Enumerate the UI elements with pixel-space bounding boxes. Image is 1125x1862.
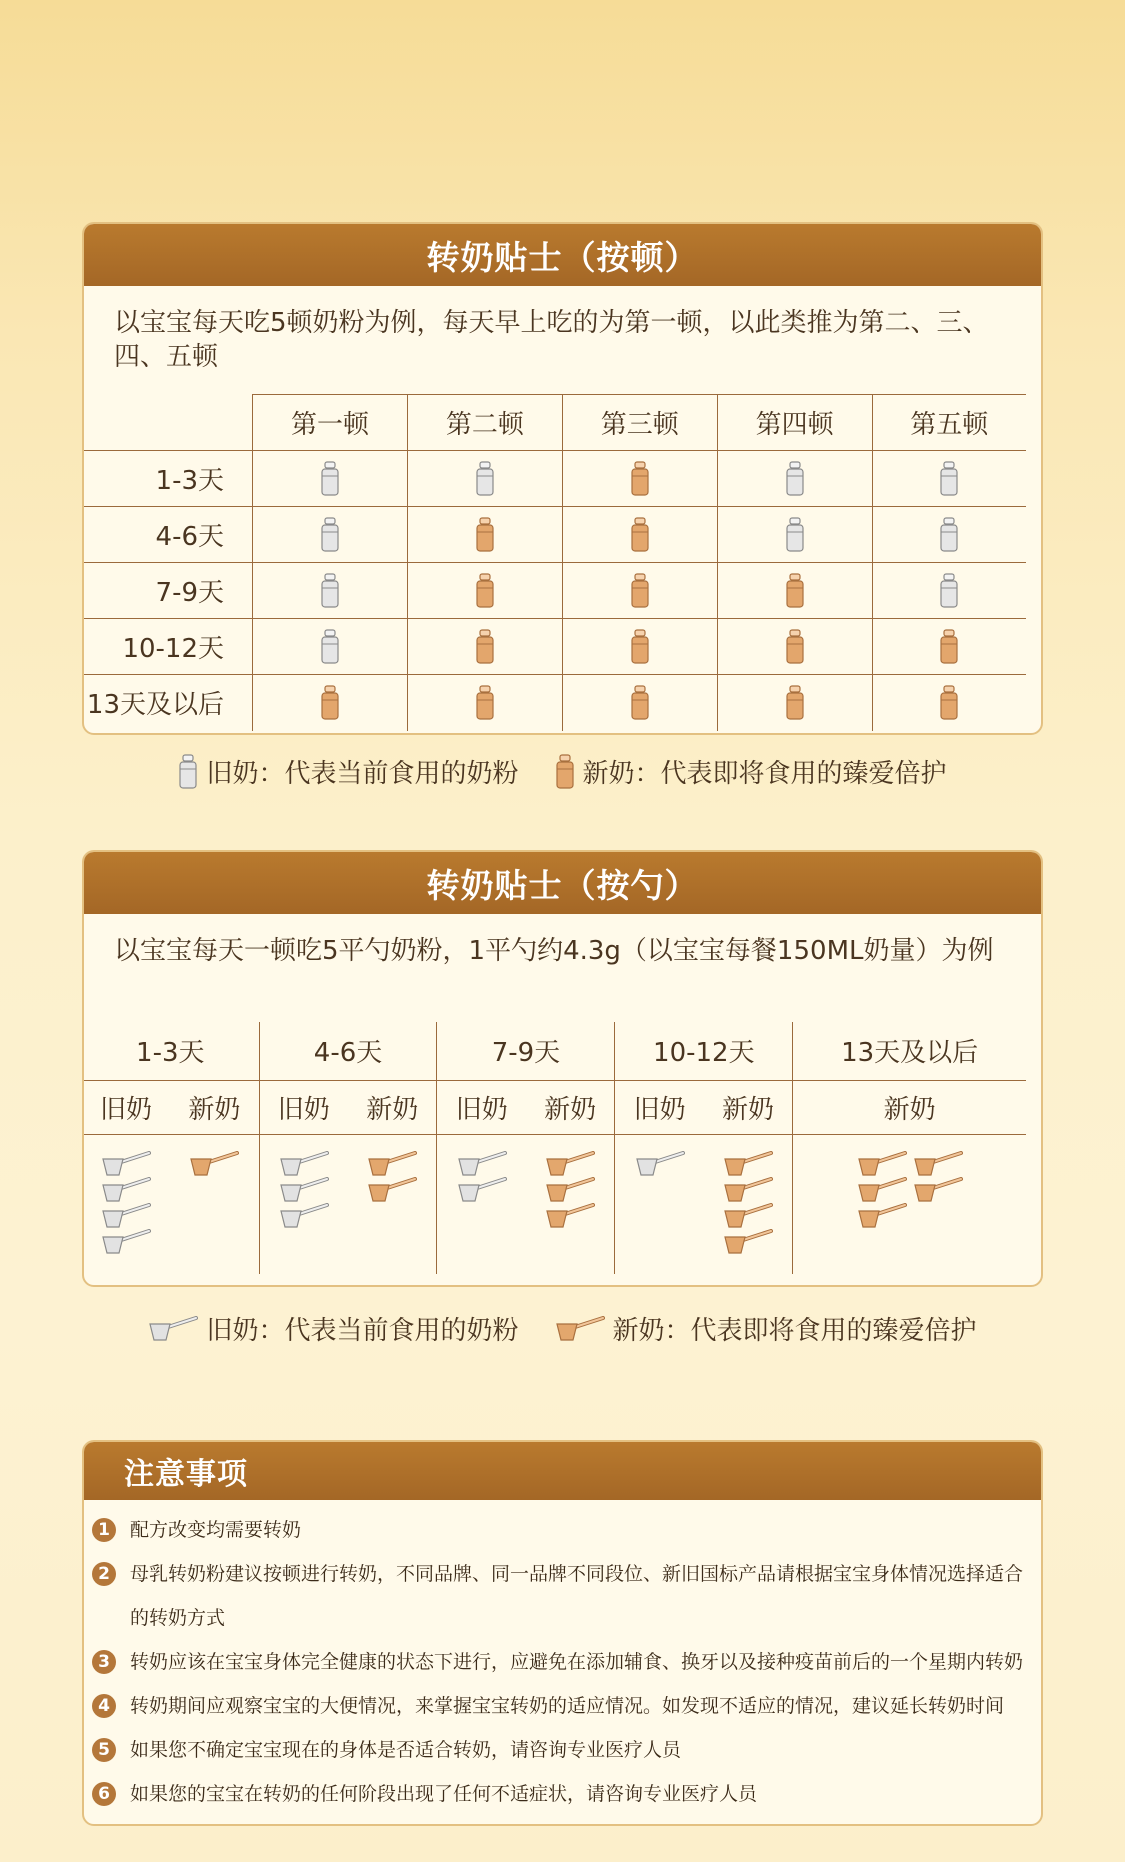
old-bottle-icon [320, 461, 340, 497]
new-bottle-icon [785, 629, 805, 665]
note-text: 转奶期间应观察宝宝的大便情况，来掌握宝宝转奶的适应情况。如发现不适应的情况，建议延长转奶时间 [130, 1695, 1005, 1717]
old-scoop-icon [101, 1177, 151, 1203]
new-bottle-icon [630, 685, 650, 721]
bottle-cell [253, 451, 408, 507]
new-milk-label: 新奶 [526, 1080, 615, 1134]
old-scoop-icon [457, 1151, 507, 1177]
new-scoop-icon [723, 1177, 773, 1203]
row-label: 7-9天 [82, 563, 253, 619]
column-header: 第二顿 [407, 395, 562, 451]
notes-card [82, 1440, 1043, 1826]
note-number: 2 [92, 1562, 116, 1586]
bottle-cell [717, 451, 872, 507]
row-label: 4-6天 [82, 507, 253, 563]
note-text: 转奶应该在宝宝身体完全健康的状态下进行，应避免在添加辅食、换牙以及接种疫苗前后的一个星期内转奶 [130, 1651, 1024, 1673]
legend-old-text: 旧奶：代表当前食用的奶粉 [206, 1316, 519, 1346]
old-bottle-icon [320, 517, 340, 553]
legend-old [178, 753, 518, 790]
old-bottle-icon [320, 573, 340, 609]
old-bottle-icon [939, 517, 959, 553]
new-scoop-icon [545, 1177, 595, 1203]
bottle-cell [407, 675, 562, 731]
old-bottle-icon [939, 573, 959, 609]
note-text: 如果您不确定宝宝现在的身体是否适合转奶，请咨询专业医疗人员 [130, 1739, 682, 1761]
note-text: 如果您的宝宝在转奶的任何阶段出现了任何不适症状，请咨询专业医疗人员 [130, 1783, 758, 1805]
new-bottle-icon [475, 573, 495, 609]
new-bottle-icon [475, 629, 495, 665]
new-scoops-cell [170, 1134, 259, 1274]
new-scoop-icon [545, 1203, 595, 1229]
new-scoop-icon [913, 1177, 963, 1203]
new-bottle-icon [475, 517, 495, 553]
new-milk-label: 新奶 [704, 1080, 793, 1134]
old-bottle-icon [785, 517, 805, 553]
old-scoop-icon [148, 1316, 198, 1342]
bottle-legend [0, 753, 1125, 790]
new-scoop-icon [545, 1151, 595, 1177]
feeding-schedule-table [82, 394, 1026, 731]
bottle-cell [717, 619, 872, 675]
new-bottle-icon [630, 629, 650, 665]
new-bottle-icon [320, 685, 340, 721]
note-item [92, 1552, 1023, 1640]
note-number: 5 [92, 1738, 116, 1762]
bottle-cell [872, 451, 1026, 507]
note-number: 1 [92, 1518, 116, 1542]
new-scoop-icon [913, 1151, 963, 1177]
old-scoops-cell [82, 1134, 170, 1274]
card-title: 转奶贴士（按勺） [84, 852, 1041, 914]
legend-new [555, 753, 947, 790]
new-bottle-icon [630, 517, 650, 553]
note-number: 3 [92, 1650, 116, 1674]
stage-header: 7-9天 [437, 1022, 615, 1080]
column-header: 第一顿 [253, 395, 408, 451]
new-bottle-icon [785, 573, 805, 609]
bottle-cell [562, 619, 717, 675]
bottle-cell [717, 563, 872, 619]
old-scoop-icon [279, 1151, 329, 1177]
new-scoops-cell [526, 1134, 615, 1274]
column-header: 第三顿 [562, 395, 717, 451]
old-scoops-cell [615, 1134, 704, 1274]
old-bottle-icon [785, 461, 805, 497]
column-header: 第四顿 [717, 395, 872, 451]
bottle-cell [717, 507, 872, 563]
note-item [92, 1684, 1023, 1728]
new-bottle-icon [630, 461, 650, 497]
old-scoop-icon [101, 1203, 151, 1229]
bottle-cell [407, 619, 562, 675]
note-item [92, 1772, 1023, 1816]
legend-new-text: 新奶：代表即将食用的臻爱倍护 [582, 759, 947, 789]
corner-cell [82, 395, 253, 451]
old-milk-label: 旧奶 [259, 1080, 348, 1134]
old-bottle-icon [475, 461, 495, 497]
bottle-cell [407, 451, 562, 507]
note-text: 配方改变均需要转奶 [130, 1519, 302, 1541]
old-scoop-icon [457, 1177, 507, 1203]
bottle-cell [562, 675, 717, 731]
old-scoop-icon [279, 1177, 329, 1203]
new-scoop-icon [723, 1203, 773, 1229]
bottle-cell [562, 451, 717, 507]
bottle-cell [253, 675, 408, 731]
old-bottle-icon [939, 461, 959, 497]
table-row [82, 507, 1026, 563]
card-title: 转奶贴士（按顿） [84, 224, 1041, 286]
old-milk-label: 旧奶 [615, 1080, 704, 1134]
new-milk-label: 新奶 [170, 1080, 259, 1134]
old-bottle-icon [178, 754, 198, 790]
bottle-cell [562, 507, 717, 563]
new-milk-label: 新奶 [793, 1080, 1026, 1134]
new-scoops-cell [793, 1134, 1026, 1274]
new-scoop-icon [857, 1151, 907, 1177]
old-milk-label: 旧奶 [437, 1080, 526, 1134]
new-bottle-icon [630, 573, 650, 609]
old-scoop-icon [101, 1151, 151, 1177]
bottle-cell [407, 563, 562, 619]
legend-old [148, 1310, 518, 1347]
new-scoop-icon [189, 1151, 239, 1177]
old-scoop-icon [279, 1203, 329, 1229]
note-text: 母乳转奶粉建议按顿进行转奶，不同品牌、同一品牌不同段位、新旧国标产品请根据宝宝身体情况选择适合的转奶方式 [130, 1563, 1024, 1629]
feeding-transition-card [82, 222, 1043, 735]
new-scoops-cell [348, 1134, 437, 1274]
bottle-cell [872, 507, 1026, 563]
table-row [82, 451, 1026, 507]
scoop-legend [0, 1310, 1125, 1347]
notes-list [84, 1500, 1041, 1816]
old-milk-label: 旧奶 [82, 1080, 170, 1134]
bottle-cell [872, 619, 1026, 675]
new-bottle-icon [939, 629, 959, 665]
new-milk-label: 新奶 [348, 1080, 437, 1134]
column-header: 第五顿 [872, 395, 1026, 451]
new-scoop-icon [367, 1177, 417, 1203]
note-item [92, 1640, 1023, 1684]
bottle-cell [872, 563, 1026, 619]
stage-header: 10-12天 [615, 1022, 793, 1080]
card-title: 注意事项 [84, 1442, 1041, 1500]
legend-old-text: 旧奶：代表当前食用的奶粉 [206, 759, 519, 789]
new-scoops-cell [704, 1134, 793, 1274]
stage-header: 1-3天 [82, 1022, 259, 1080]
old-scoop-icon [101, 1229, 151, 1255]
new-bottle-icon [785, 685, 805, 721]
old-scoop-icon [635, 1151, 685, 1177]
bottle-cell [562, 563, 717, 619]
bottle-cell [253, 507, 408, 563]
card-intro: 以宝宝每天一顿吃5平勺奶粉，1平勺约4.3g（以宝宝每餐150ML奶量）为例 [114, 936, 994, 966]
scoop-transition-card [82, 850, 1043, 1287]
legend-new [555, 1310, 977, 1347]
bottle-cell [253, 563, 408, 619]
card-intro: 以宝宝每天吃5顿奶粉为例，每天早上吃的为第一顿，以此类推为第二、三、四、五顿 [114, 308, 989, 372]
table-row [82, 563, 1026, 619]
new-scoop-icon [723, 1229, 773, 1255]
note-number: 4 [92, 1694, 116, 1718]
new-bottle-icon [939, 685, 959, 721]
old-scoops-cell [437, 1134, 526, 1274]
new-scoop-icon [367, 1151, 417, 1177]
note-item [92, 1508, 1023, 1552]
scoop-schedule-table [82, 1022, 1026, 1274]
table-row [82, 619, 1026, 675]
new-bottle-icon [475, 685, 495, 721]
old-scoops-cell [259, 1134, 348, 1274]
old-bottle-icon [320, 629, 340, 665]
bottle-cell [407, 507, 562, 563]
table-row [82, 675, 1026, 731]
new-scoop-icon [555, 1316, 605, 1342]
bottle-cell [872, 675, 1026, 731]
bottle-cell [717, 675, 872, 731]
row-label: 1-3天 [82, 451, 253, 507]
legend-new-text: 新奶：代表即将食用的臻爱倍护 [612, 1316, 977, 1346]
new-scoop-icon [857, 1177, 907, 1203]
row-label: 13天及以后 [82, 675, 253, 731]
new-bottle-icon [555, 754, 575, 790]
note-number: 6 [92, 1782, 116, 1806]
new-scoop-icon [723, 1151, 773, 1177]
stage-header: 13天及以后 [793, 1022, 1026, 1080]
row-label: 10-12天 [82, 619, 253, 675]
stage-header: 4-6天 [259, 1022, 437, 1080]
bottle-cell [253, 619, 408, 675]
note-item [92, 1728, 1023, 1772]
new-scoop-icon [857, 1203, 907, 1229]
